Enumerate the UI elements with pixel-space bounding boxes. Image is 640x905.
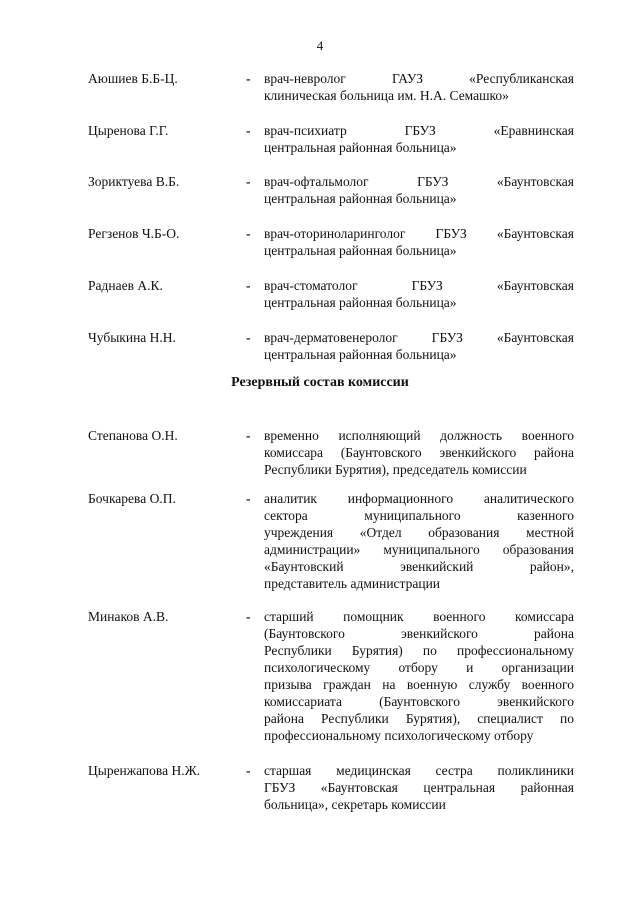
member-role — [264, 70, 574, 104]
role-line: врач-стоматолог ГБУЗ «Баунтовская — [264, 278, 574, 293]
member-role — [264, 173, 574, 207]
role-line: врач-оториноларинголог ГБУЗ «Баунтовская — [264, 226, 574, 241]
member-dash: - — [246, 491, 251, 506]
member-role — [264, 122, 574, 156]
member-role — [264, 277, 574, 311]
role-line: больница», секретарь комиссии — [264, 797, 446, 812]
role-line: клиническая больница им. Н.А. Семашко» — [264, 88, 509, 103]
member-dash: - — [246, 123, 251, 138]
member-dash: - — [246, 428, 251, 443]
member-role — [264, 762, 574, 813]
role-line: центральная районная больница» — [264, 347, 457, 362]
role-line: центральная районная больница» — [264, 295, 457, 310]
role-line: старшая медицинская сестра поликлиники — [264, 763, 574, 778]
role-line: центральная районная больница» — [264, 191, 457, 206]
role-line: профессиональному психологическому отбору — [264, 728, 534, 743]
member-name: Цыренжапова Н.Ж. — [88, 763, 201, 778]
member-dash: - — [246, 763, 251, 778]
member-name: Степанова О.Н. — [88, 428, 178, 443]
role-line: Республики Бурятия) по профессиональному — [264, 643, 574, 658]
member-name: Регзенов Ч.Б-О. — [88, 226, 180, 241]
member-name: Чубыкина Н.Н. — [88, 330, 176, 345]
member-name: Бочкарева О.П. — [88, 491, 176, 506]
role-line: комиссара (Баунтовского эвенкийского района — [264, 445, 574, 460]
member-role — [264, 329, 574, 363]
member-dash: - — [246, 226, 251, 241]
role-line: старший помощник военного комиссара — [264, 609, 574, 624]
role-line: временно исполняющий должность военного — [264, 428, 574, 443]
member-role — [264, 490, 574, 592]
role-line: района Республики Бурятия), специалист по — [264, 711, 574, 726]
member-name: Аюшиев Б.Б-Ц. — [88, 71, 178, 86]
role-line: сектора муниципального казенного — [264, 508, 574, 523]
member-name: Раднаев А.К. — [88, 278, 163, 293]
role-line: врач-психиатр ГБУЗ «Еравнинская — [264, 123, 574, 138]
role-line: центральная районная больница» — [264, 243, 457, 258]
member-dash: - — [246, 330, 251, 345]
section-title: Резервный состав комиссии — [231, 375, 409, 390]
role-line: (Баунтовского эвенкийского района — [264, 626, 574, 641]
member-dash: - — [246, 609, 251, 624]
member-name: Зориктуева В.Б. — [88, 174, 180, 189]
role-line: психологическому отбору и организации — [264, 660, 574, 675]
member-role — [264, 225, 574, 259]
role-line: администрации» муниципального образования — [264, 542, 574, 557]
role-line: комиссариата (Баунтовского эвенкийского — [264, 694, 574, 709]
member-name: Цыренова Г.Г. — [88, 123, 169, 138]
role-line: призыва граждан на военную службу военного — [264, 677, 574, 692]
member-dash: - — [246, 174, 251, 189]
member-role — [264, 427, 574, 478]
member-name: Минаков А.В. — [88, 609, 169, 624]
role-line: центральная районная больница» — [264, 140, 457, 155]
role-line: Республики Бурятия), председатель комиссии — [264, 462, 527, 477]
role-line: аналитик информационного аналитического — [264, 491, 574, 506]
role-line: врач-невролог ГАУЗ «Республиканская — [264, 71, 574, 86]
role-line: учреждения «Отдел образования местной — [264, 525, 574, 540]
role-line: представитель администрации — [264, 576, 441, 591]
member-dash: - — [246, 71, 251, 86]
member-role — [264, 608, 574, 744]
role-line: «Баунтовский эвенкийский район», — [264, 559, 574, 574]
member-dash: - — [246, 278, 251, 293]
role-line: врач-офтальмолог ГБУЗ «Баунтовская — [264, 174, 574, 189]
page-number: 4 — [316, 38, 324, 53]
role-line: врач-дерматовенеролог ГБУЗ «Баунтовская — [264, 330, 574, 345]
role-line: ГБУЗ «Баунтовская центральная районная — [264, 780, 574, 795]
